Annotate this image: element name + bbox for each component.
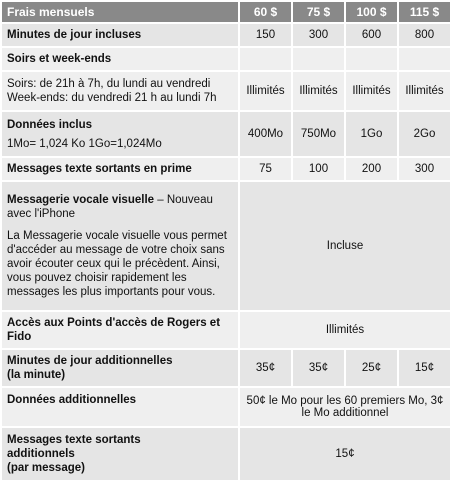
minutes-add-value: 35¢ <box>293 350 344 386</box>
soirs-line-1: Soirs: de 21h à 7h, du lundi au vendredi <box>7 78 211 90</box>
donnees-value: 1Go <box>346 112 397 156</box>
minutes-value: 800 <box>399 24 450 46</box>
soirs-value: Illimités <box>346 72 397 110</box>
donnees-value: 2Go <box>399 112 450 156</box>
messages-add-label <box>2 428 238 480</box>
soirs-value: Illimités <box>240 72 291 110</box>
minutes-label: Minutes de jour incluses <box>2 24 238 46</box>
price-60: 60 $ <box>240 2 291 22</box>
acces-value: Illimités <box>240 312 450 348</box>
minutes-value: 150 <box>240 24 291 46</box>
soirs-line-2: Week-ends: du vendredi 21 h au lundi 7h <box>7 92 217 104</box>
messagerie-cell <box>2 182 238 310</box>
messages-add-value: 15¢ <box>240 428 450 480</box>
price-115: 115 $ <box>399 2 450 22</box>
donnees-add-label: Données additionnelles <box>2 388 238 426</box>
soirs-heading: Soirs et week-ends <box>2 48 238 70</box>
price-100: 100 $ <box>346 2 397 22</box>
messagerie-description: La Messagerie vocale visuelle vous permet d'accéder au message de votre choix sans avoir écouter ceux qui le précèdent. Ainsi, vous pouvez choisir rapidement les messages les plus importants pour vous. <box>7 230 227 298</box>
minutes-add-label <box>2 350 238 386</box>
messages-add-line-3: (par message) <box>7 462 85 474</box>
donnees-label: Données inclus <box>7 118 92 131</box>
minutes-add-line-2: (la minute) <box>7 369 66 381</box>
messages-add-line-2: additionnels <box>7 448 75 460</box>
donnees-note: 1Mo= 1,024 Ko 1Go=1,024Mo <box>7 137 162 150</box>
row-donnees-add <box>2 388 450 426</box>
row-soirs-heading <box>2 48 450 70</box>
messages-value: 75 <box>240 158 291 180</box>
row-messages <box>2 158 450 180</box>
messagerie-label: Messagerie vocale visuelle <box>7 194 155 206</box>
row-messagerie <box>2 182 450 310</box>
row-minutes <box>2 24 450 46</box>
price-75: 75 $ <box>293 2 344 22</box>
header-row <box>2 2 450 22</box>
soirs-description <box>2 72 238 110</box>
minutes-add-value: 15¢ <box>399 350 450 386</box>
messagerie-title <box>7 193 233 221</box>
row-messages-add <box>2 428 450 480</box>
donnees-cell <box>2 112 238 156</box>
messagerie-value: Incluse <box>240 182 450 310</box>
row-soirs <box>2 72 450 110</box>
soirs-value: Illimités <box>399 72 450 110</box>
messages-value: 100 <box>293 158 344 180</box>
messages-label: Messages texte sortants en prime <box>2 158 238 180</box>
donnees-value: 750Mo <box>293 112 344 156</box>
donnees-value: 400Mo <box>240 112 291 156</box>
messagerie-label-note: – Nouveau avec l'iPhone <box>7 194 213 220</box>
acces-label: Accès aux Points d'accès de Rogers et Fido <box>2 312 238 348</box>
minutes-value: 600 <box>346 24 397 46</box>
row-minutes-add <box>2 350 450 386</box>
messages-add-line-1: Messages texte sortants <box>7 434 141 446</box>
minutes-add-value: 25¢ <box>346 350 397 386</box>
messages-value: 300 <box>399 158 450 180</box>
donnees-add-value: 50¢ le Mo pour les 60 premiers Mo, 3¢ le Mo additionnel <box>240 388 450 426</box>
row-donnees <box>2 112 450 156</box>
row-acces <box>2 312 450 348</box>
header-title: Frais mensuels <box>2 2 238 22</box>
minutes-add-line-1: Minutes de jour additionnelles <box>7 355 173 367</box>
minutes-add-value: 35¢ <box>240 350 291 386</box>
minutes-value: 300 <box>293 24 344 46</box>
soirs-value: Illimités <box>293 72 344 110</box>
messages-value: 200 <box>346 158 397 180</box>
